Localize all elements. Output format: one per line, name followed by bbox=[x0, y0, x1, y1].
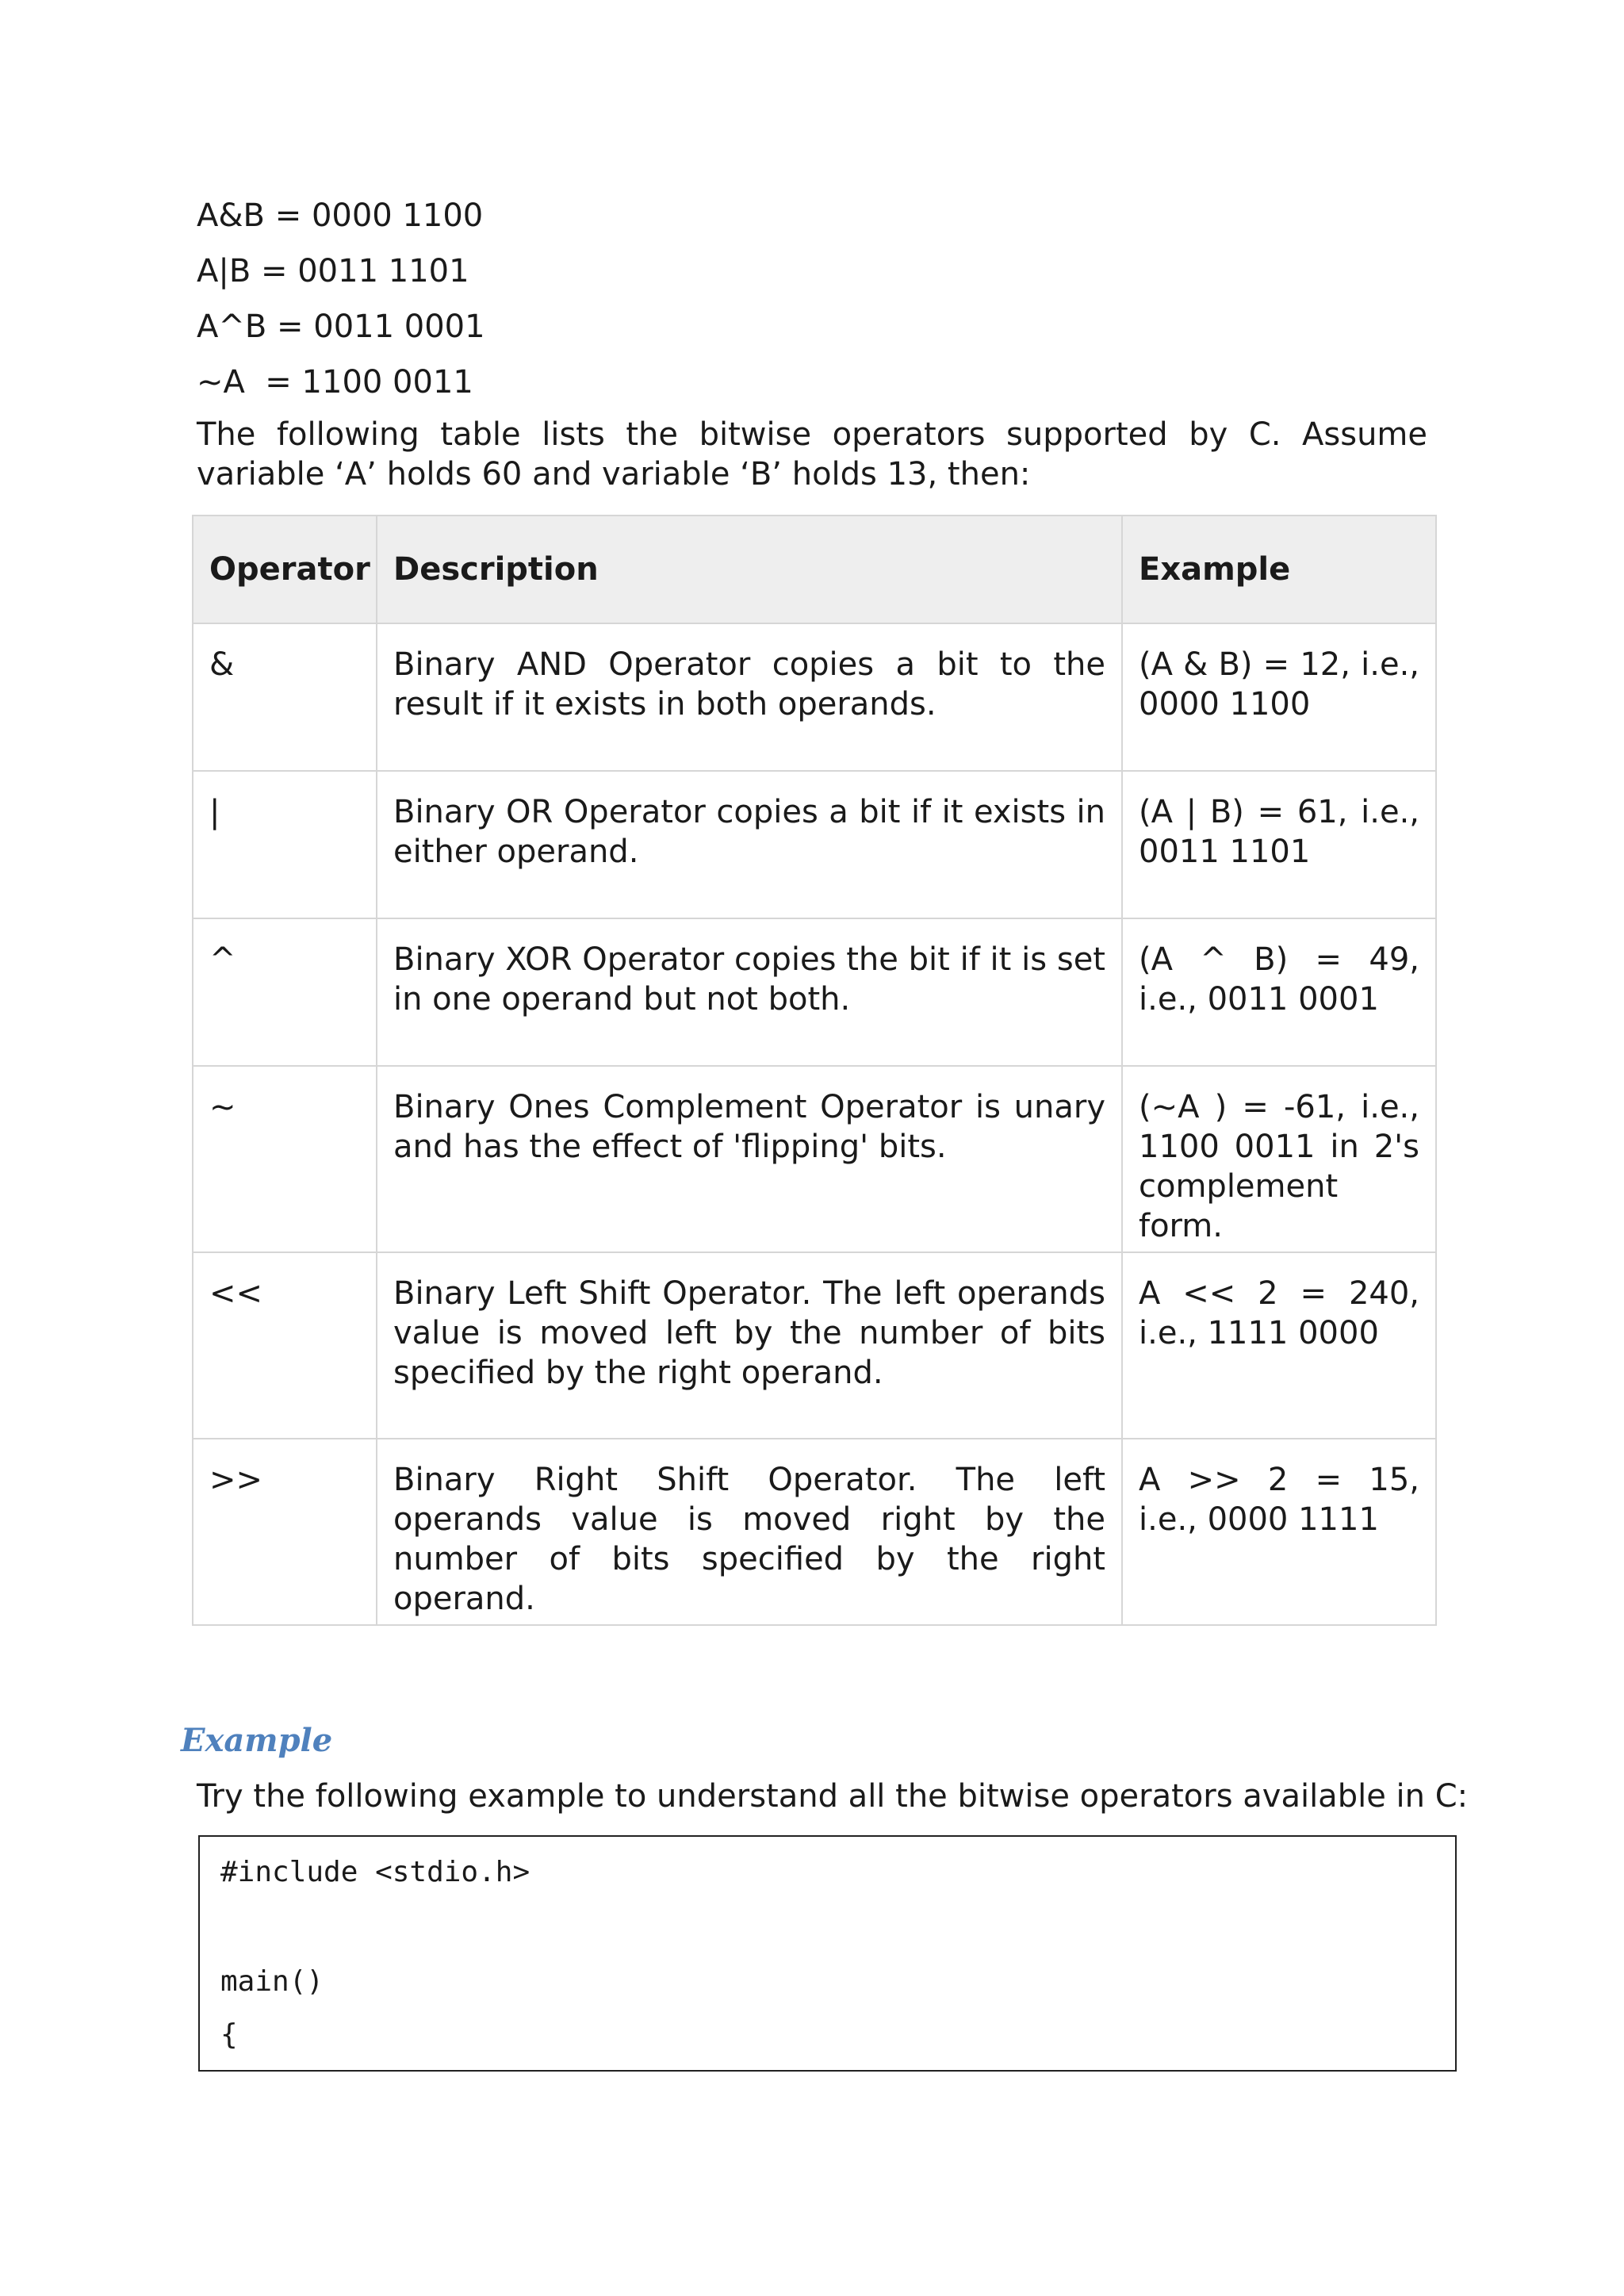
header-example: Example bbox=[1122, 516, 1436, 623]
description-cell: Binary XOR Operator copies the bit if it is set in one operand but not both. bbox=[377, 918, 1122, 1066]
code-line: { bbox=[220, 2018, 238, 2051]
table-row bbox=[193, 1252, 1436, 1439]
expression-or: A|B = 0011 1101 bbox=[197, 253, 469, 289]
table-row bbox=[193, 918, 1436, 1066]
operator-cell: << bbox=[193, 1252, 377, 1439]
table-row bbox=[193, 1439, 1436, 1625]
description-cell: Binary Right Shift Operator. The left operands value is moved right by the number of bits specified by the right operand. bbox=[377, 1439, 1122, 1625]
table-row bbox=[193, 771, 1436, 918]
operator-cell: | bbox=[193, 771, 377, 918]
operator-cell: ^ bbox=[193, 918, 377, 1066]
operator-cell: ~ bbox=[193, 1066, 377, 1252]
example-cell: (~A ) = -61, i.e., 1100 0011 in 2's complement form. bbox=[1122, 1066, 1436, 1252]
example-cell: A << 2 = 240, i.e., 1111 0000 bbox=[1122, 1252, 1436, 1439]
description-cell: Binary Ones Complement Operator is unary and has the effect of 'flipping' bits. bbox=[377, 1066, 1122, 1252]
example-cell: A >> 2 = 15, i.e., 0000 1111 bbox=[1122, 1439, 1436, 1625]
table-intro-paragraph: The following table lists the bitwise operators supported by C. Assume variable ‘A’ holds 60 and variable ‘B’ holds 13, then: bbox=[197, 416, 1427, 493]
table-header-row bbox=[193, 516, 1436, 623]
expression-and: A&B = 0000 1100 bbox=[197, 197, 484, 234]
bitwise-operators-table bbox=[192, 515, 1437, 1626]
example-cell: (A & B) = 12, i.e., 0000 1100 bbox=[1122, 623, 1436, 771]
header-operator: Operator bbox=[193, 516, 377, 623]
expression-xor: A^B = 0011 0001 bbox=[197, 309, 485, 345]
expression-not: ~A = 1100 0011 bbox=[197, 364, 473, 401]
operator-cell: & bbox=[193, 623, 377, 771]
example-section-heading: Example bbox=[181, 1722, 333, 1759]
example-cell: (A | B) = 61, i.e., 0011 1101 bbox=[1122, 771, 1436, 918]
operator-cell: >> bbox=[193, 1439, 377, 1625]
code-block bbox=[198, 1835, 1457, 2072]
description-cell: Binary AND Operator copies a bit to the result if it exists in both operands. bbox=[377, 623, 1122, 771]
header-description: Description bbox=[377, 516, 1122, 623]
description-cell: Binary Left Shift Operator. The left operands value is moved left by the number of bits specified by the right operand. bbox=[377, 1252, 1122, 1439]
example-cell: (A ^ B) = 49, i.e., 0011 0001 bbox=[1122, 918, 1436, 1066]
code-line: main() bbox=[220, 1965, 324, 1998]
example-intro-text: Try the following example to understand all the bitwise operators available in C: bbox=[197, 1778, 1469, 1815]
description-cell: Binary OR Operator copies a bit if it exists in either operand. bbox=[377, 771, 1122, 918]
table-row bbox=[193, 623, 1436, 771]
code-line: #include <stdio.h> bbox=[220, 1856, 530, 1888]
table-row bbox=[193, 1066, 1436, 1252]
